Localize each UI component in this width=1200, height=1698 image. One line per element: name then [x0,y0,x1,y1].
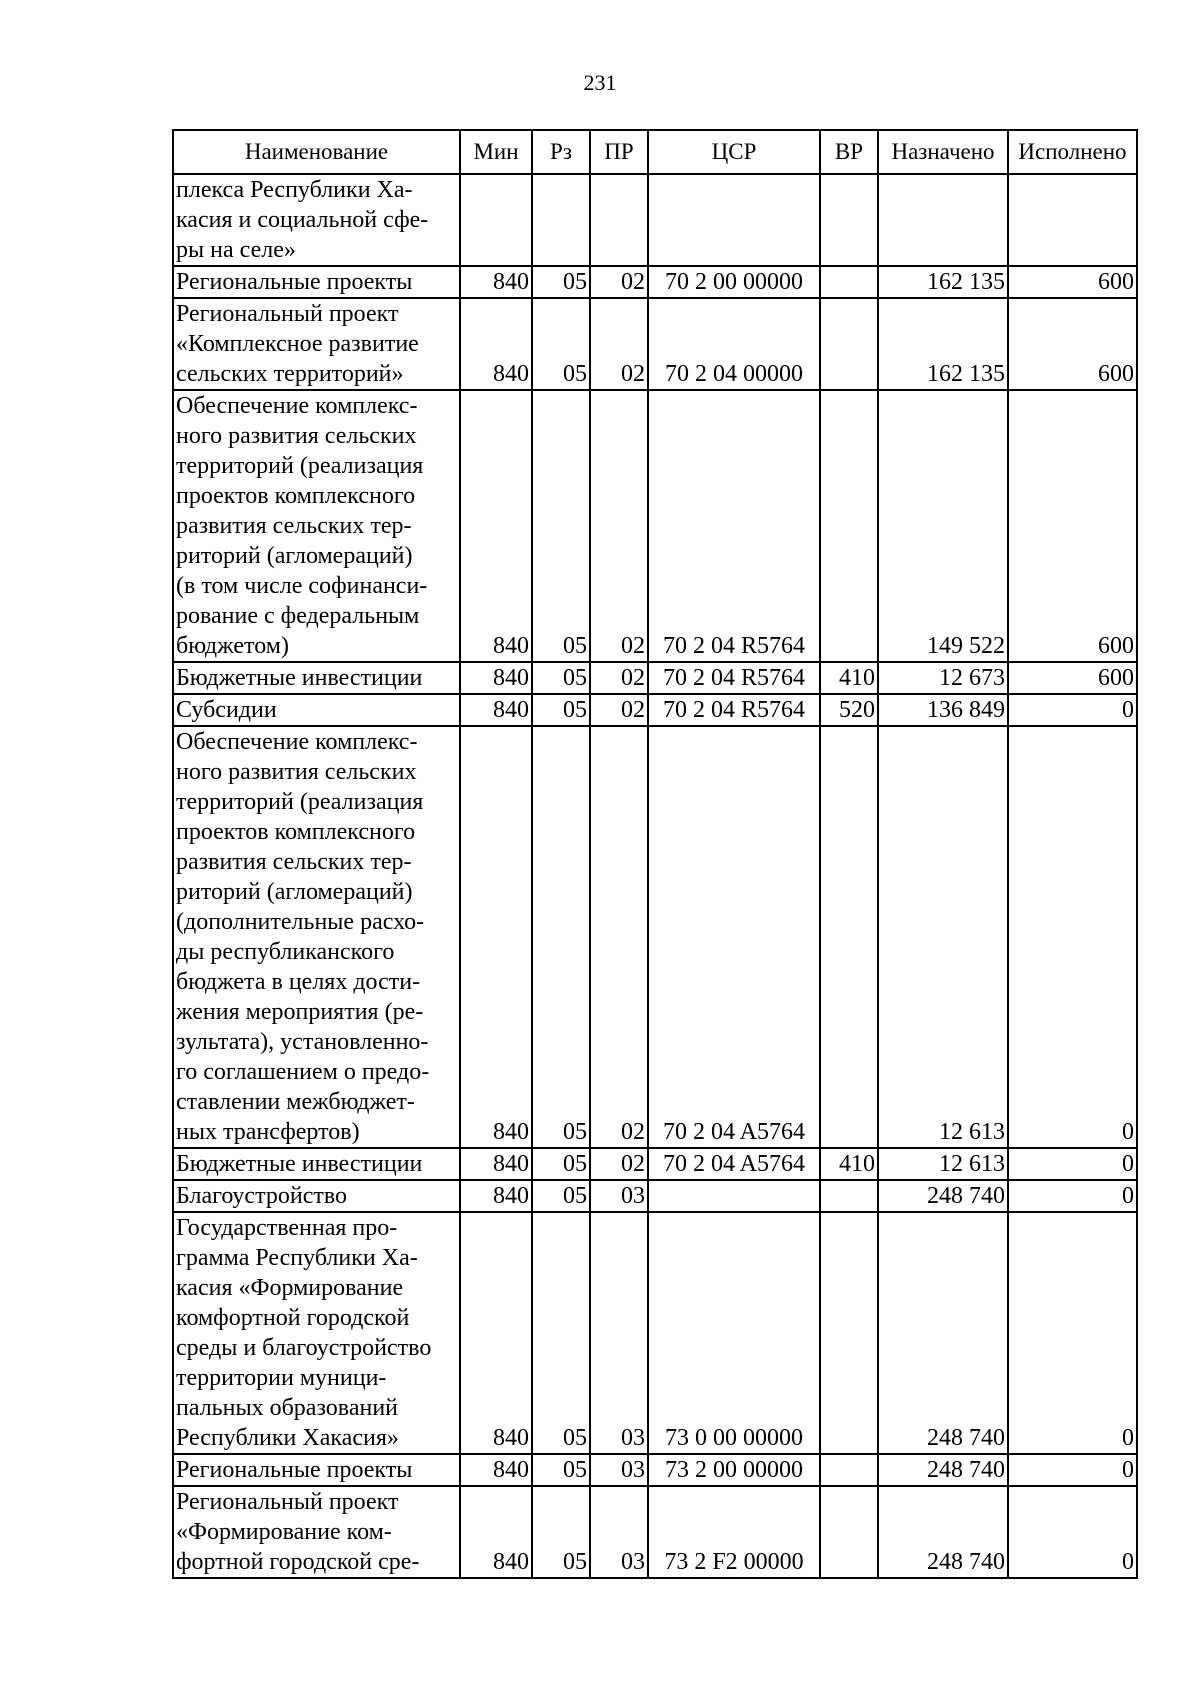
cell-executed: 0 [1008,1180,1137,1212]
cell-name-line: риторий (агломераций) [176,879,413,905]
cell-executed: 600 [1008,266,1137,298]
cell-rz: 05 [532,390,590,662]
cell-name-line: среды и благоустройство [176,1335,432,1361]
cell-csr [648,1180,820,1212]
cell-name [173,1180,460,1212]
cell-name-line: зультата), установленно- [176,1029,429,1055]
cell-rz: 05 [532,266,590,298]
table-row [173,266,1137,298]
budget-table [172,129,1138,1579]
cell-assigned: 162 135 [878,266,1008,298]
cell-executed: 0 [1008,726,1137,1148]
cell-name-line: Обеспечение комплекс- [176,729,418,755]
cell-csr [648,174,820,266]
cell-name-line: Бюджетные инвестиции [176,1151,423,1177]
cell-name-line: Республики Хакасия» [176,1425,399,1451]
cell-assigned: 248 740 [878,1486,1008,1578]
cell-vr [820,174,878,266]
cell-min: 840 [460,266,532,298]
header-min: Мин [460,130,532,174]
table-row [173,1454,1137,1486]
header-vr: ВР [820,130,878,174]
cell-name-line: Региональный проект [176,301,399,327]
cell-pr: 02 [590,662,648,694]
table-row [173,1212,1137,1454]
cell-name-line: касия и социальной сфе- [176,207,429,233]
table-row [173,390,1137,662]
cell-name [173,1486,460,1578]
cell-rz: 05 [532,1454,590,1486]
cell-executed: 0 [1008,1454,1137,1486]
cell-vr [820,1454,878,1486]
cell-assigned: 12 673 [878,662,1008,694]
cell-pr: 02 [590,266,648,298]
cell-csr: 73 2 00 00000 [648,1454,820,1486]
cell-executed: 0 [1008,694,1137,726]
cell-name-line: плекса Республики Ха- [176,177,413,203]
cell-min: 840 [460,1180,532,1212]
cell-pr: 03 [590,1180,648,1212]
cell-name [173,694,460,726]
cell-rz: 05 [532,1486,590,1578]
table-row [173,1486,1137,1578]
cell-pr: 02 [590,298,648,390]
cell-name [173,662,460,694]
cell-rz: 05 [532,662,590,694]
cell-vr [820,390,878,662]
cell-name-line: Региональный проект [176,1489,399,1515]
cell-name [173,1148,460,1180]
cell-name-line: территории муници- [176,1365,387,1391]
cell-executed: 0 [1008,1486,1137,1578]
cell-name-line: Бюджетные инвестиции [176,665,423,691]
table-body [173,174,1137,1578]
cell-name [173,1454,460,1486]
cell-name-line: «Формирование ком- [176,1519,392,1545]
page-number: 231 [583,70,617,95]
cell-csr: 70 2 04 R5764 [648,662,820,694]
cell-vr [820,1212,878,1454]
header-assigned: Назначено [878,130,1008,174]
cell-rz: 05 [532,694,590,726]
header-csr: ЦСР [648,130,820,174]
cell-name-line: «Комплексное развитие [176,331,419,357]
table-row [173,1180,1137,1212]
cell-min: 840 [460,1212,532,1454]
cell-name-line: (в том числе софинанси- [176,573,428,599]
cell-name-line: пальных образований [176,1395,398,1421]
cell-executed: 600 [1008,390,1137,662]
table-row [173,298,1137,390]
cell-name-line: Благоустройство [176,1183,348,1209]
cell-min: 840 [460,390,532,662]
cell-vr [820,266,878,298]
cell-csr: 70 2 00 00000 [648,266,820,298]
cell-name [173,266,460,298]
cell-name-line: территорий (реализация [176,789,424,815]
cell-rz: 05 [532,1180,590,1212]
cell-executed: 600 [1008,298,1137,390]
cell-name-line: бюджета в целях дости- [176,969,421,995]
cell-assigned [878,174,1008,266]
header-rz: Рз [532,130,590,174]
cell-name-line: Региональные проекты [176,1457,413,1483]
cell-min: 840 [460,694,532,726]
table-header-row [173,130,1137,174]
cell-vr: 520 [820,694,878,726]
cell-min: 840 [460,1486,532,1578]
cell-name-line: жения мероприятия (ре- [176,999,424,1025]
cell-executed: 600 [1008,662,1137,694]
cell-name-line: проектов комплексного [176,483,416,509]
cell-name-line: ры на селе» [176,237,296,263]
cell-pr [590,174,648,266]
cell-pr: 03 [590,1212,648,1454]
cell-pr: 03 [590,1454,648,1486]
cell-name [173,174,460,266]
cell-name-line: фортной городской сре- [176,1549,420,1575]
cell-assigned: 248 740 [878,1180,1008,1212]
cell-vr [820,1180,878,1212]
table-row [173,1148,1137,1180]
cell-rz: 05 [532,726,590,1148]
cell-pr: 02 [590,1148,648,1180]
cell-name-line: комфортной городской [176,1305,410,1331]
header-executed: Исполнено [1008,130,1137,174]
cell-pr: 03 [590,1486,648,1578]
table-row [173,694,1137,726]
cell-vr [820,298,878,390]
cell-pr: 02 [590,390,648,662]
cell-assigned: 162 135 [878,298,1008,390]
cell-name-line: развития сельских тер- [176,849,412,875]
cell-pr: 02 [590,726,648,1148]
cell-csr: 73 2 F2 00000 [648,1486,820,1578]
cell-rz: 05 [532,1148,590,1180]
cell-name-line: ды республиканского [176,939,395,965]
cell-rz: 05 [532,298,590,390]
cell-name [173,390,460,662]
cell-min: 840 [460,726,532,1148]
cell-assigned: 12 613 [878,726,1008,1148]
cell-name-line: (дополнительные расхо- [176,909,425,935]
cell-name [173,1212,460,1454]
cell-executed: 0 [1008,1212,1137,1454]
cell-name-line: развития сельских тер- [176,513,412,539]
cell-name [173,298,460,390]
table-row [173,726,1137,1148]
cell-name-line: риторий (агломераций) [176,543,413,569]
cell-vr [820,1486,878,1578]
cell-assigned: 12 613 [878,1148,1008,1180]
cell-min: 840 [460,1148,532,1180]
cell-csr: 70 2 04 A5764 [648,726,820,1148]
cell-assigned: 136 849 [878,694,1008,726]
cell-name-line: ного развития сельских [176,759,417,785]
cell-name-line: Государственная про- [176,1215,398,1241]
cell-pr: 02 [590,694,648,726]
cell-min [460,174,532,266]
cell-assigned: 149 522 [878,390,1008,662]
cell-csr: 73 0 00 00000 [648,1212,820,1454]
table-row [173,174,1137,266]
cell-name-line: грамма Республики Ха- [176,1245,418,1271]
cell-rz [532,174,590,266]
cell-min: 840 [460,662,532,694]
cell-name-line: бюджетом) [176,633,289,659]
cell-rz: 05 [532,1212,590,1454]
cell-csr: 70 2 04 R5764 [648,390,820,662]
header-name: Наименование [173,130,460,174]
cell-name-line: касия «Формирование [176,1275,404,1301]
cell-min: 840 [460,298,532,390]
header-pr: ПР [590,130,648,174]
cell-executed [1008,174,1137,266]
cell-vr: 410 [820,1148,878,1180]
cell-csr: 70 2 04 A5764 [648,1148,820,1180]
cell-name-line: сельских территорий» [176,361,404,387]
cell-name-line: рование с федеральным [176,603,420,629]
cell-assigned: 248 740 [878,1212,1008,1454]
cell-vr [820,726,878,1148]
cell-name-line: ных трансфертов) [176,1119,360,1145]
cell-name-line: го соглашением о предо- [176,1059,430,1085]
cell-assigned: 248 740 [878,1454,1008,1486]
table-row [173,662,1137,694]
cell-csr: 70 2 04 00000 [648,298,820,390]
cell-csr: 70 2 04 R5764 [648,694,820,726]
cell-name [173,726,460,1148]
cell-min: 840 [460,1454,532,1486]
cell-vr: 410 [820,662,878,694]
cell-name-line: Региональные проекты [176,269,413,295]
cell-executed: 0 [1008,1148,1137,1180]
cell-name-line: проектов комплексного [176,819,416,845]
cell-name-line: ного развития сельских [176,423,417,449]
cell-name-line: Обеспечение комплекс- [176,393,418,419]
cell-name-line: территорий (реализация [176,453,424,479]
cell-name-line: Субсидии [176,697,277,723]
cell-name-line: ставлении межбюджет- [176,1089,415,1115]
